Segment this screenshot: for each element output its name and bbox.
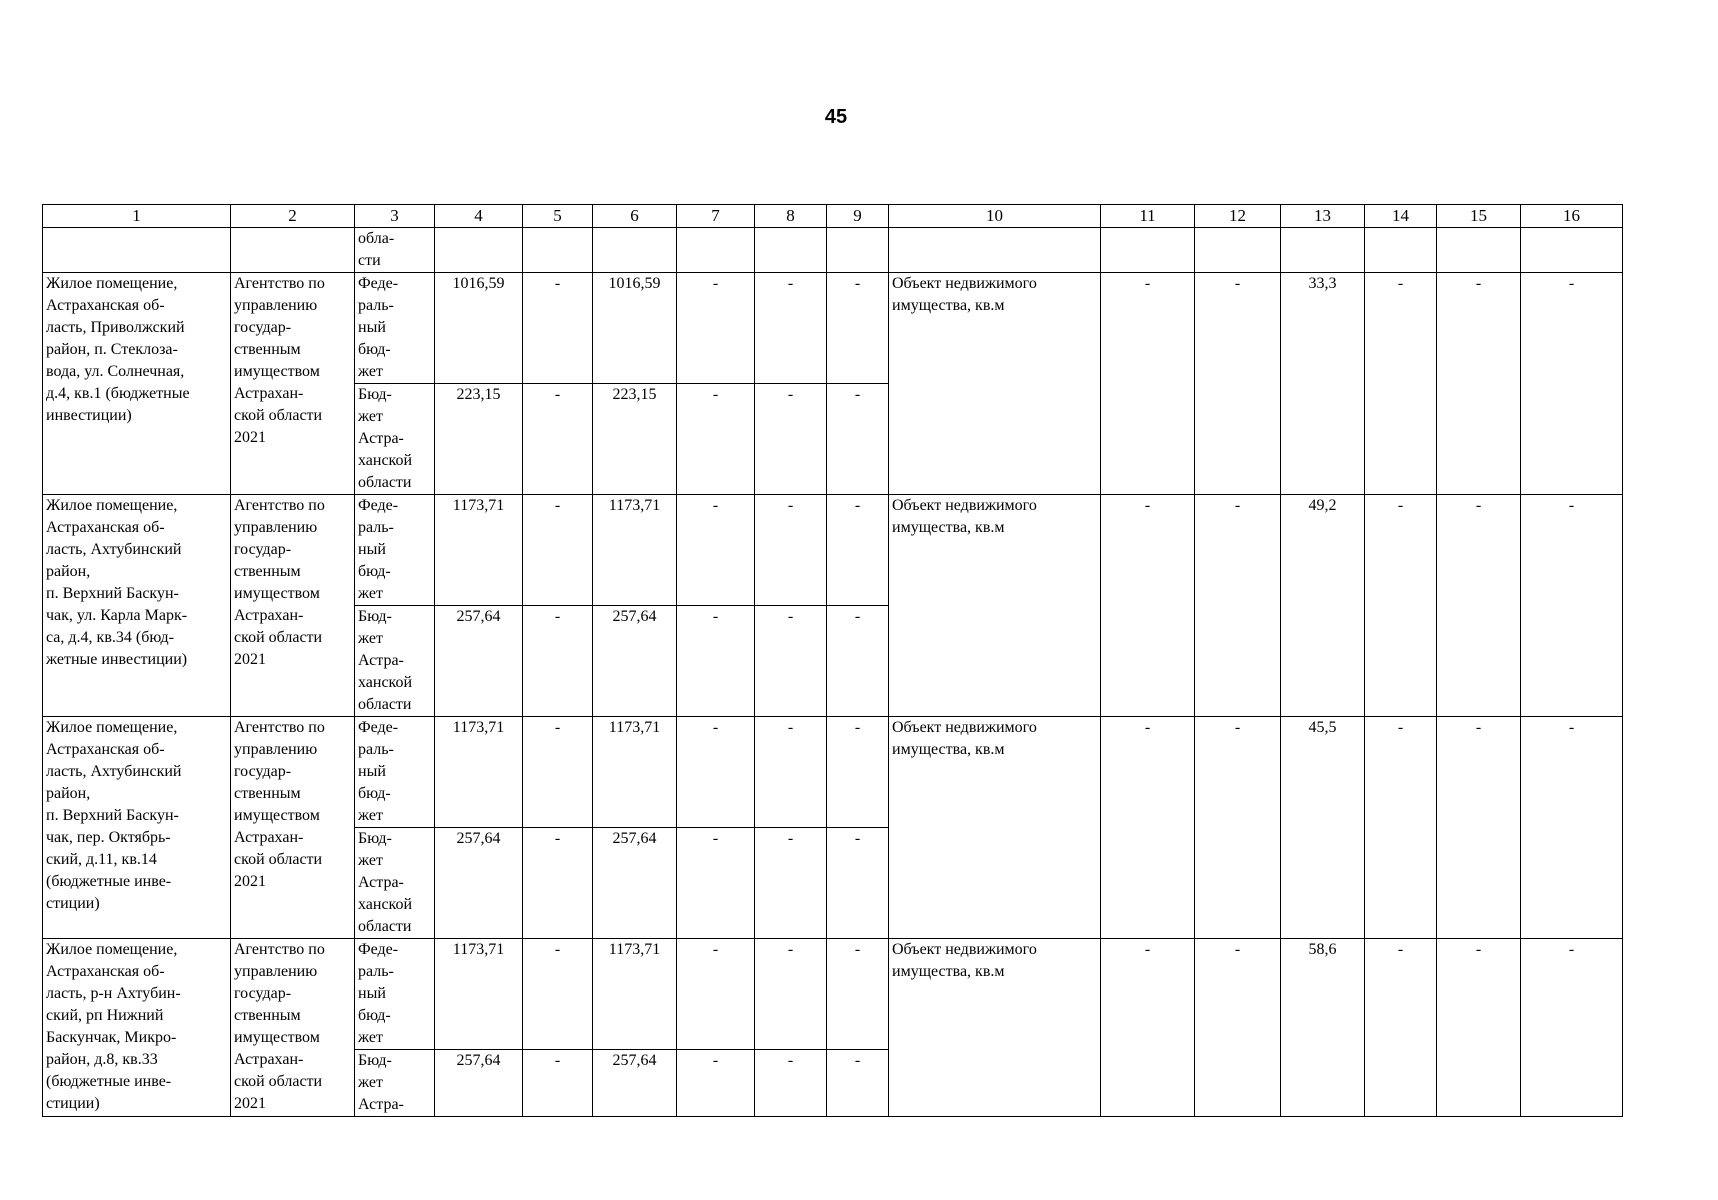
federal-value-c8: - (755, 273, 827, 384)
regional-value-c5: - (523, 606, 593, 717)
regional-value-c9: - (827, 1050, 889, 1117)
continuation-cell-13 (1281, 228, 1365, 273)
regional-value-c8: - (755, 384, 827, 495)
continuation-cell-6 (593, 228, 677, 273)
table-row (43, 939, 1623, 1050)
regional-value-c9: - (827, 384, 889, 495)
result-indicator: Объект недвижимого имущества, кв.м (889, 939, 1101, 1117)
indicator-value-c11: - (1101, 495, 1195, 717)
continuation-cell-1 (43, 228, 231, 273)
regional-value-c6: 257,64 (593, 1050, 677, 1117)
federal-value-c7: - (677, 717, 755, 828)
indicator-value-c14: - (1365, 939, 1437, 1117)
federal-value-c4: 1016,59 (435, 273, 523, 384)
indicator-value-c15: - (1437, 495, 1521, 717)
column-number-row (43, 205, 1623, 228)
table-row (43, 495, 1623, 606)
continuation-cell-10 (889, 228, 1101, 273)
result-indicator: Объект недвижимого имущества, кв.м (889, 273, 1101, 495)
regional-value-c6: 257,64 (593, 606, 677, 717)
column-number-5: 5 (523, 205, 593, 228)
indicator-value-c14: - (1365, 495, 1437, 717)
object-description: Жилое помещение, Астраханская об- ласть, Приволжский район, п. Стеклоза- вода, ул. Солнечная, д.4, кв.1 (бюджетные инвестиции) (43, 273, 231, 495)
column-number-12: 12 (1195, 205, 1281, 228)
federal-value-c7: - (677, 495, 755, 606)
federal-value-c4: 1173,71 (435, 939, 523, 1050)
indicator-value-c12: - (1195, 495, 1281, 717)
page-number: 45 (824, 106, 848, 128)
indicator-value-c12: - (1195, 273, 1281, 495)
indicator-value-c12: - (1195, 939, 1281, 1117)
column-number-6: 6 (593, 205, 677, 228)
column-number-3: 3 (355, 205, 435, 228)
continuation-cell-7 (677, 228, 755, 273)
funding-source-federal: Феде- раль- ный бюд- жет (355, 717, 435, 828)
column-number-1: 1 (43, 205, 231, 228)
regional-value-c5: - (523, 828, 593, 939)
regional-value-c7: - (677, 384, 755, 495)
indicator-value-c11: - (1101, 717, 1195, 939)
funding-source-federal: Феде- раль- ный бюд- жет (355, 495, 435, 606)
federal-value-c6: 1173,71 (593, 495, 677, 606)
federal-value-c8: - (755, 717, 827, 828)
column-number-16: 16 (1521, 205, 1623, 228)
funding-source-regional: Бюд- жет Астра- ханской области (355, 828, 435, 939)
regional-value-c5: - (523, 384, 593, 495)
continuation-cell-16 (1521, 228, 1623, 273)
indicator-value-c15: - (1437, 273, 1521, 495)
responsible-agency: Агентство по управлению государ- ственным имуществом Астрахан- ской области 2021 (231, 273, 355, 495)
funding-source-regional: Бюд- жет Астра- ханской области (355, 384, 435, 495)
indicator-value-c13: 49,2 (1281, 495, 1365, 717)
continuation-cell-2 (231, 228, 355, 273)
federal-value-c9: - (827, 495, 889, 606)
federal-value-c7: - (677, 273, 755, 384)
federal-value-c7: - (677, 939, 755, 1050)
object-description: Жилое помещение, Астраханская об- ласть, Ахтубинский район, п. Верхний Баскун- чак, ул. Карла Марк- са, д.4, кв.34 (бюд- жетные инвестиции) (43, 495, 231, 717)
regional-value-c6: 257,64 (593, 828, 677, 939)
continuation-cell-9 (827, 228, 889, 273)
indicator-value-c12: - (1195, 717, 1281, 939)
column-number-11: 11 (1101, 205, 1195, 228)
table-row (43, 273, 1623, 384)
column-number-14: 14 (1365, 205, 1437, 228)
federal-value-c4: 1173,71 (435, 495, 523, 606)
column-number-10: 10 (889, 205, 1101, 228)
federal-value-c6: 1173,71 (593, 939, 677, 1050)
regional-value-c8: - (755, 606, 827, 717)
object-description: Жилое помещение, Астраханская об- ласть, р-н Ахтубин- ский, рп Нижний Баскунчак, Микро- район, д.8, кв.33 (бюджетные инве- стиции) (43, 939, 231, 1117)
continuation-cell-11 (1101, 228, 1195, 273)
table-row (43, 717, 1623, 828)
federal-value-c9: - (827, 939, 889, 1050)
regional-value-c7: - (677, 828, 755, 939)
continuation-cell-4 (435, 228, 523, 273)
indicator-value-c16: - (1521, 273, 1623, 495)
indicator-value-c16: - (1521, 717, 1623, 939)
result-indicator: Объект недвижимого имущества, кв.м (889, 495, 1101, 717)
continuation-cell-12 (1195, 228, 1281, 273)
column-number-2: 2 (231, 205, 355, 228)
continuation-cell-3: обла- сти (355, 228, 435, 273)
regional-value-c9: - (827, 606, 889, 717)
regional-value-c7: - (677, 606, 755, 717)
federal-value-c5: - (523, 273, 593, 384)
responsible-agency: Агентство по управлению государ- ственным имуществом Астрахан- ской области 2021 (231, 717, 355, 939)
federal-value-c5: - (523, 939, 593, 1050)
indicator-value-c13: 45,5 (1281, 717, 1365, 939)
regional-value-c5: - (523, 1050, 593, 1117)
object-description: Жилое помещение, Астраханская об- ласть, Ахтубинский район, п. Верхний Баскун- чак, пер. Октябрь- ский, д.11, кв.14 (бюджетные инве- стиции) (43, 717, 231, 939)
continuation-cell-15 (1437, 228, 1521, 273)
responsible-agency: Агентство по управлению государ- ственным имуществом Астрахан- ской области 2021 (231, 495, 355, 717)
column-number-4: 4 (435, 205, 523, 228)
indicator-value-c16: - (1521, 939, 1623, 1117)
indicator-value-c11: - (1101, 273, 1195, 495)
responsible-agency: Агентство по управлению государ- ственным имуществом Астрахан- ской области 2021 (231, 939, 355, 1117)
funding-source-federal: Феде- раль- ный бюд- жет (355, 273, 435, 384)
federal-value-c5: - (523, 717, 593, 828)
indicator-value-c13: 33,3 (1281, 273, 1365, 495)
result-indicator: Объект недвижимого имущества, кв.м (889, 717, 1101, 939)
continuation-cell-5 (523, 228, 593, 273)
federal-value-c5: - (523, 495, 593, 606)
regional-value-c4: 257,64 (435, 1050, 523, 1117)
regional-value-c4: 223,15 (435, 384, 523, 495)
column-number-15: 15 (1437, 205, 1521, 228)
funding-source-federal: Феде- раль- ный бюд- жет (355, 939, 435, 1050)
regional-value-c8: - (755, 828, 827, 939)
regional-value-c8: - (755, 1050, 827, 1117)
column-number-7: 7 (677, 205, 755, 228)
funding-source-regional: Бюд- жет Астра- ханской области (355, 606, 435, 717)
federal-value-c9: - (827, 273, 889, 384)
federal-value-c8: - (755, 495, 827, 606)
indicator-value-c16: - (1521, 495, 1623, 717)
indicator-value-c13: 58,6 (1281, 939, 1365, 1117)
federal-value-c4: 1173,71 (435, 717, 523, 828)
column-number-13: 13 (1281, 205, 1365, 228)
indicator-value-c15: - (1437, 717, 1521, 939)
federal-value-c9: - (827, 717, 889, 828)
indicator-value-c11: - (1101, 939, 1195, 1117)
federal-value-c6: 1173,71 (593, 717, 677, 828)
investment-registry-table (42, 204, 1623, 1117)
regional-value-c9: - (827, 828, 889, 939)
indicator-value-c14: - (1365, 273, 1437, 495)
continuation-cell-14 (1365, 228, 1437, 273)
regional-value-c6: 223,15 (593, 384, 677, 495)
column-number-9: 9 (827, 205, 889, 228)
continuation-row (43, 228, 1623, 273)
indicator-value-c15: - (1437, 939, 1521, 1117)
federal-value-c8: - (755, 939, 827, 1050)
indicator-value-c14: - (1365, 717, 1437, 939)
regional-value-c7: - (677, 1050, 755, 1117)
column-number-8: 8 (755, 205, 827, 228)
regional-value-c4: 257,64 (435, 606, 523, 717)
regional-value-c4: 257,64 (435, 828, 523, 939)
federal-value-c6: 1016,59 (593, 273, 677, 384)
funding-source-regional: Бюд- жет Астра- (355, 1050, 435, 1117)
continuation-cell-8 (755, 228, 827, 273)
